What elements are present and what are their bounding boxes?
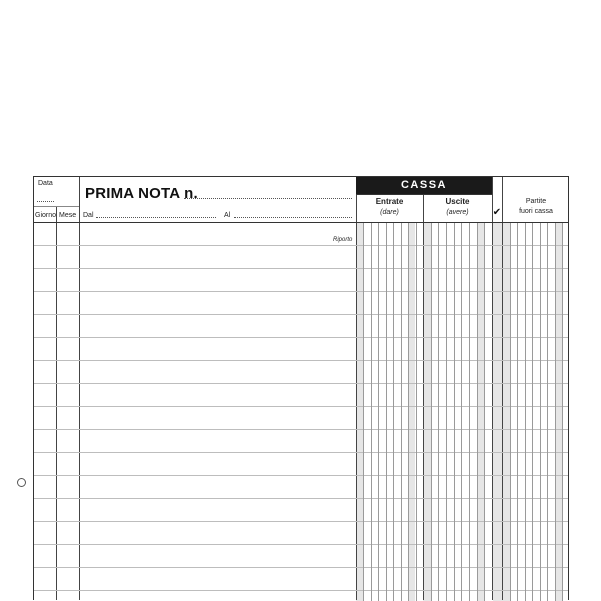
row-rule [34,429,568,430]
from-date-line [96,217,216,218]
money-digit-rule [517,223,518,601]
money-digit-rule [532,223,533,601]
prima-nota-sheet [33,176,569,600]
cassa-header: CASSA [356,177,492,194]
row-rule [34,498,568,499]
description-column-divider [356,177,357,600]
row-rule [34,314,568,315]
income-sub-label: (dare) [380,209,399,216]
punch-hole [17,478,26,487]
row-rule [34,475,568,476]
money-digit-rule [446,223,447,601]
to-date-line [234,217,352,218]
money-digit-rule [416,223,417,601]
date-header-split [34,206,79,207]
expense-sub-label: (avere) [446,209,469,216]
money-digit-rule [393,223,394,601]
month-label: Mese [59,212,77,219]
money-digit-rule [484,223,485,601]
money-digit-rule [386,223,387,601]
money-digit-rule [401,223,402,601]
page-title: PRIMA NOTA n. [85,185,198,202]
cassa-bar-bottom [356,194,492,195]
money-digit-rule [408,223,409,601]
expense-label: Uscite [445,197,470,206]
outside-label-2: fuori cassa [519,208,553,215]
money-digit-rule [477,223,478,601]
row-rule [34,291,568,292]
money-digit-rule [525,223,526,601]
day-month-divider [56,207,57,600]
money-digit-rule [547,223,548,601]
check-icon: ✔ [492,207,502,218]
row-rule [34,590,568,591]
outside-label-1: Partite [525,198,547,205]
money-digit-rule [461,223,462,601]
from-label: Dal [83,212,94,219]
check-column-divider [502,177,503,600]
date-label: Data [38,180,53,187]
row-rule [34,268,568,269]
money-digit-rule [378,223,379,601]
day-label: Giorno [35,212,57,219]
to-label: Al [224,212,231,219]
row-rule [34,337,568,338]
date-dotted-line [37,201,54,202]
money-digit-rule [469,223,470,601]
row-rule [34,567,568,568]
income-label: Entrate [375,197,404,206]
title-number-line [184,198,352,199]
money-digit-rule [510,223,511,601]
cassa-right-divider [492,177,493,600]
date-column-divider [79,177,80,600]
row-rule [34,544,568,545]
carry-forward-label: Riporto [333,237,353,243]
row-rule [34,406,568,407]
row-rule [34,521,568,522]
money-digit-rule [438,223,439,601]
money-digit-rule [431,223,432,601]
money-digit-rule [363,223,364,601]
row-rule [34,245,568,246]
row-rule [34,383,568,384]
row-rule [34,360,568,361]
money-digit-rule [371,223,372,601]
money-digit-rule [562,223,563,601]
money-digit-rule [555,223,556,601]
money-digit-rule [454,223,455,601]
header-bottom-rule [34,222,568,223]
income-expense-divider [423,194,424,600]
row-rule [34,452,568,453]
money-digit-rule [540,223,541,601]
